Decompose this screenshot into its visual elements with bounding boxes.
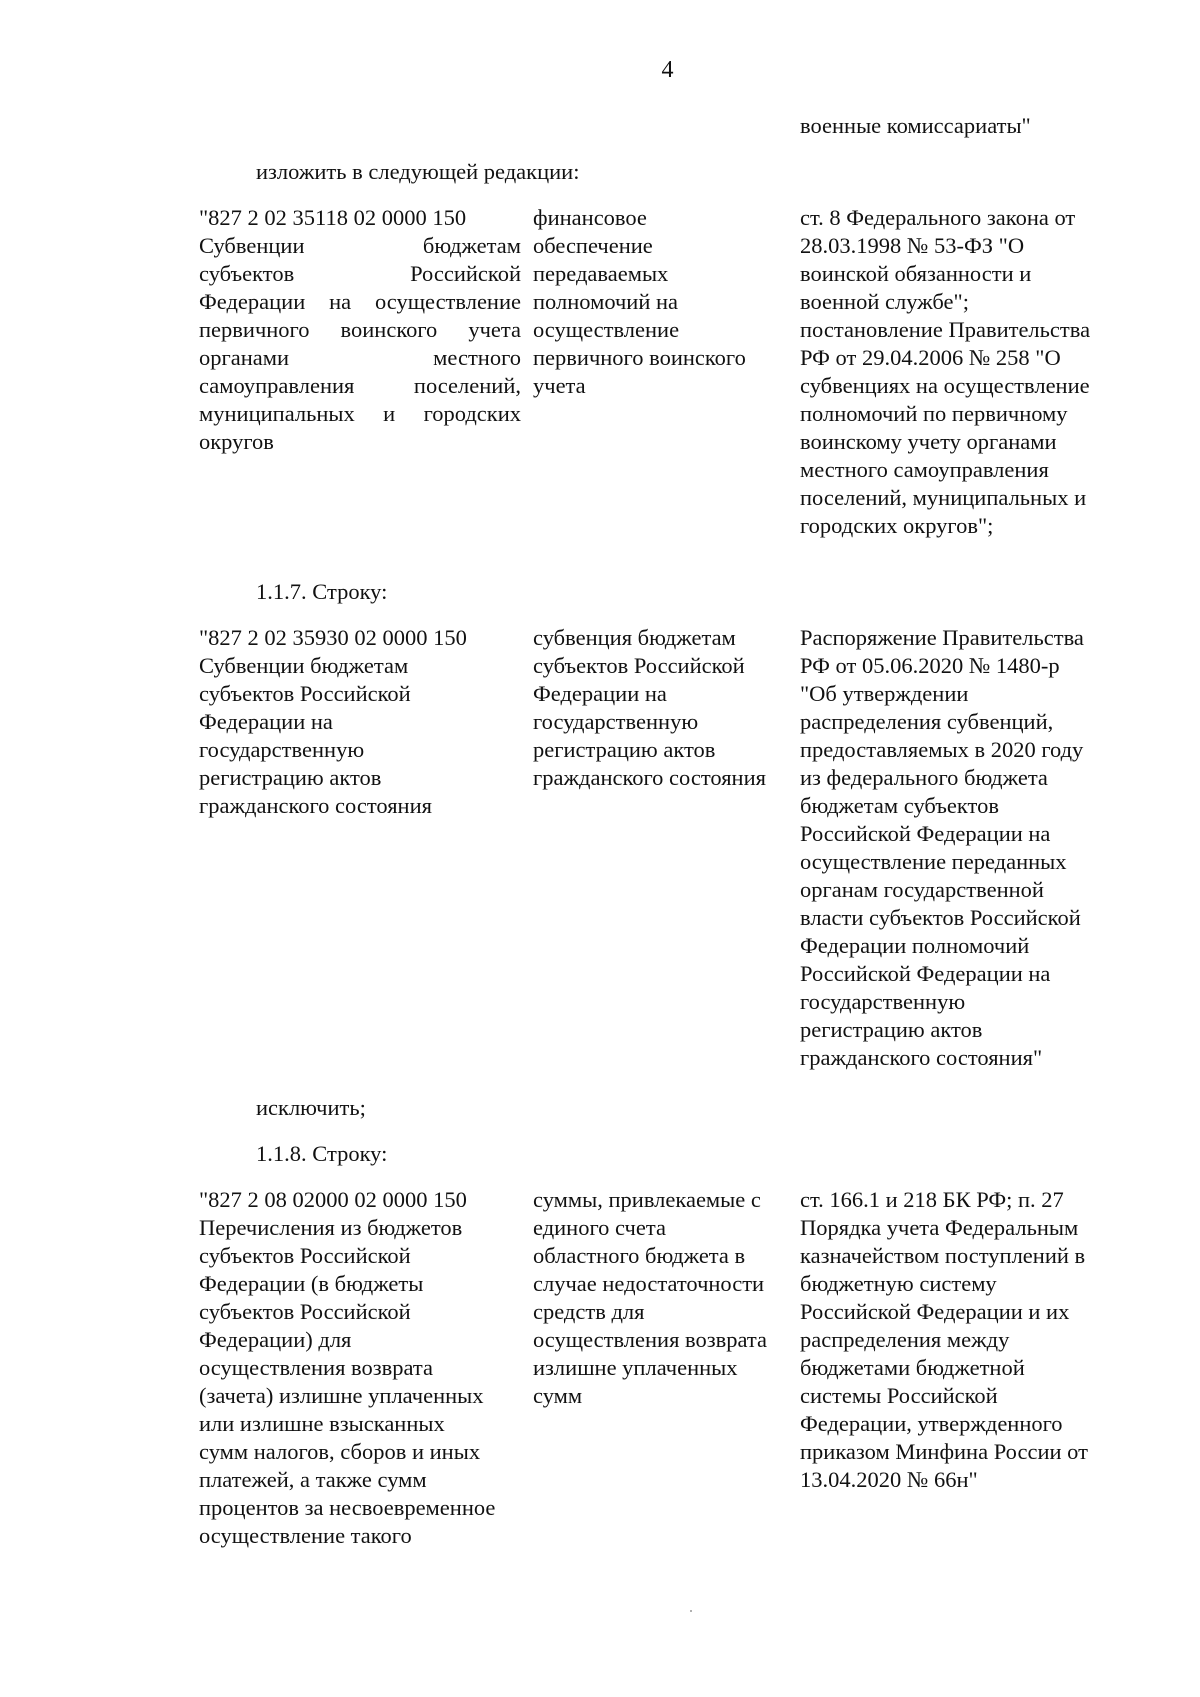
- row1-col1-line: первичного воинского учета: [199, 317, 521, 342]
- row3-col1-line: "827 2 08 02000 02 0000 150: [199, 1187, 467, 1212]
- exclude-instruction: исключить;: [256, 1095, 366, 1120]
- row3-col2-line: областного бюджета в: [533, 1243, 746, 1268]
- row1-col1-line: муниципальных и городских: [199, 401, 521, 426]
- row3-col1-line: платежей, а также сумм: [199, 1467, 427, 1492]
- previous-text-tail: военные комиссариаты": [800, 113, 1031, 138]
- row3-col3-line: Федерации, утвержденного: [800, 1411, 1063, 1436]
- row1-col3-line: РФ от 29.04.2006 № 258 "О: [800, 345, 1061, 370]
- row3-col1-line: или излишне взысканных: [199, 1411, 445, 1436]
- row1-col1-line: округов: [199, 429, 274, 454]
- section-heading-1-1-8: 1.1.8. Строку:: [256, 1141, 388, 1166]
- row1-col1-line: "827 2 02 35118 02 0000 150: [199, 205, 467, 230]
- row2-col1-line: гражданского состояния: [199, 793, 432, 818]
- row2-col3-line: осуществление переданных: [800, 849, 1067, 874]
- row2-col3-line: Распоряжение Правительства: [800, 625, 1084, 650]
- row2-col3-line: органам государственной: [800, 877, 1044, 902]
- row2-col3-line: распределения субвенций,: [800, 709, 1054, 734]
- row3-col2-line: сумм: [533, 1383, 583, 1408]
- row3-col1-line: осуществления возврата: [199, 1355, 434, 1380]
- row2-col2-line: регистрацию актов: [533, 737, 716, 762]
- row1-col3-line: местного самоуправления: [800, 457, 1049, 482]
- row2-col2-line: Федерации на: [533, 681, 667, 706]
- row1-col2-line: полномочий на: [533, 289, 679, 314]
- row1-col3-line: субвенциях на осуществление: [800, 373, 1090, 398]
- row1-purpose: [533, 204, 788, 400]
- row1-legal-basis: [800, 204, 1120, 540]
- row2-col1-line: субъектов Российской: [199, 681, 411, 706]
- row3-col1-line: (зачета) излишне уплаченных: [199, 1383, 484, 1408]
- row3-col3-line: Российской Федерации и их: [800, 1299, 1070, 1324]
- row2-col3-line: гражданского состояния": [800, 1045, 1043, 1070]
- row1-col1-line: субъектов Российской: [199, 261, 521, 286]
- row3-col3-line: системы Российской: [800, 1383, 998, 1408]
- row3-col3-line: бюджетами бюджетной: [800, 1355, 1025, 1380]
- row1-col1-line: самоуправления поселений,: [199, 373, 521, 398]
- row1-col1-line: Субвенции бюджетам: [199, 233, 521, 258]
- row1-col2-line: передаваемых: [533, 261, 669, 286]
- scan-speck: [690, 1610, 692, 1612]
- row2-col3-line: из федерального бюджета: [800, 765, 1048, 790]
- row3-col2-line: единого счета: [533, 1215, 666, 1240]
- row1-col3-line: воинской обязанности и: [800, 261, 1032, 286]
- row2-col3-line: Российской Федерации на: [800, 821, 1051, 846]
- row2-col2-line: субъектов Российской: [533, 653, 745, 678]
- row1-col2-line: финансовое: [533, 205, 647, 230]
- row2-col3-line: регистрацию актов: [800, 1017, 983, 1042]
- row3-col3-line: казначейством поступлений в: [800, 1243, 1086, 1268]
- row3-col3-line: Порядка учета Федеральным: [800, 1215, 1079, 1240]
- row3-col2-line: суммы, привлекаемые с: [533, 1187, 761, 1212]
- row1-col1-line: органами местного: [199, 345, 521, 370]
- row3-col1-line: процентов за несвоевременное: [199, 1495, 496, 1520]
- row2-col1-line: Федерации на: [199, 709, 333, 734]
- row3-col3-line: приказом Минфина России от: [800, 1439, 1088, 1464]
- row1-col2-line: первичного воинского: [533, 345, 746, 370]
- row2-col3-line: власти субъектов Российской: [800, 905, 1081, 930]
- row1-col3-line: поселений, муниципальных и: [800, 485, 1087, 510]
- row3-code-and-name: [199, 1186, 521, 1550]
- row2-col3-line: государственную: [800, 989, 966, 1014]
- row3-col1-line: субъектов Российской: [199, 1299, 411, 1324]
- row1-col3-line: военной службе";: [800, 289, 969, 314]
- row1-col2-line: обеспечение: [533, 233, 653, 258]
- row2-col1-line: "827 2 02 35930 02 0000 150: [199, 625, 467, 650]
- row2-col3-line: РФ от 05.06.2020 № 1480-р: [800, 653, 1060, 678]
- row3-col3-line: ст. 166.1 и 218 БК РФ; п. 27: [800, 1187, 1064, 1212]
- row2-col1-line: регистрацию актов: [199, 765, 382, 790]
- row2-purpose: [533, 624, 788, 792]
- row3-col1-line: осуществление такого: [199, 1523, 412, 1548]
- row1-code-and-name: [199, 204, 521, 456]
- row3-col2-line: средств для: [533, 1299, 645, 1324]
- row3-col3-line: 13.04.2020 № 66н": [800, 1467, 978, 1492]
- page-number: 4: [661, 57, 674, 83]
- row1-col3-line: 28.03.1998 № 53-ФЗ "О: [800, 233, 1025, 258]
- row2-col3-line: предоставляемых в 2020 году: [800, 737, 1084, 762]
- replace-intro: изложить в следующей редакции:: [256, 159, 580, 184]
- row1-col3-line: полномочий по первичному: [800, 401, 1068, 426]
- row2-col1-line: государственную: [199, 737, 365, 762]
- row1-col1-line: Федерации на осуществление: [199, 289, 521, 314]
- row2-col3-line: Российской Федерации на: [800, 961, 1051, 986]
- row3-col2-line: случае недостаточности: [533, 1271, 765, 1296]
- row2-code-and-name: [199, 624, 521, 820]
- row2-col1-line: Субвенции бюджетам: [199, 653, 409, 678]
- row3-col1-line: Федерации (в бюджеты: [199, 1271, 424, 1296]
- row3-col2-line: излишне уплаченных: [533, 1355, 738, 1380]
- row3-col2-line: осуществления возврата: [533, 1327, 768, 1352]
- row2-col3-line: "Об утверждении: [800, 681, 969, 706]
- row3-col1-line: Перечисления из бюджетов: [199, 1215, 463, 1240]
- row2-legal-basis: [800, 624, 1120, 1072]
- row2-col2-line: субвенция бюджетам: [533, 625, 736, 650]
- row1-col2-line: учета: [533, 373, 586, 398]
- row1-col3-line: постановление Правительства: [800, 317, 1091, 342]
- row3-col1-line: сумм налогов, сборов и иных: [199, 1439, 481, 1464]
- row1-col2-line: осуществление: [533, 317, 680, 342]
- section-heading-1-1-7: 1.1.7. Строку:: [256, 579, 388, 604]
- row3-col3-line: бюджетную систему: [800, 1271, 997, 1296]
- row1-col3-line: ст. 8 Федерального закона от: [800, 205, 1076, 230]
- row1-col3-line: городских округов";: [800, 513, 994, 538]
- row2-col3-line: Федерации полномочий: [800, 933, 1030, 958]
- row3-col1-line: Федерации) для: [199, 1327, 352, 1352]
- row2-col2-line: государственную: [533, 709, 699, 734]
- row3-legal-basis: [800, 1186, 1120, 1494]
- row2-col3-line: бюджетам субъектов: [800, 793, 999, 818]
- row3-col3-line: распределения между: [800, 1327, 1010, 1352]
- row3-purpose: [533, 1186, 788, 1410]
- row1-col3-line: воинскому учету органами: [800, 429, 1057, 454]
- row2-col2-line: гражданского состояния: [533, 765, 766, 790]
- row3-col1-line: субъектов Российской: [199, 1243, 411, 1268]
